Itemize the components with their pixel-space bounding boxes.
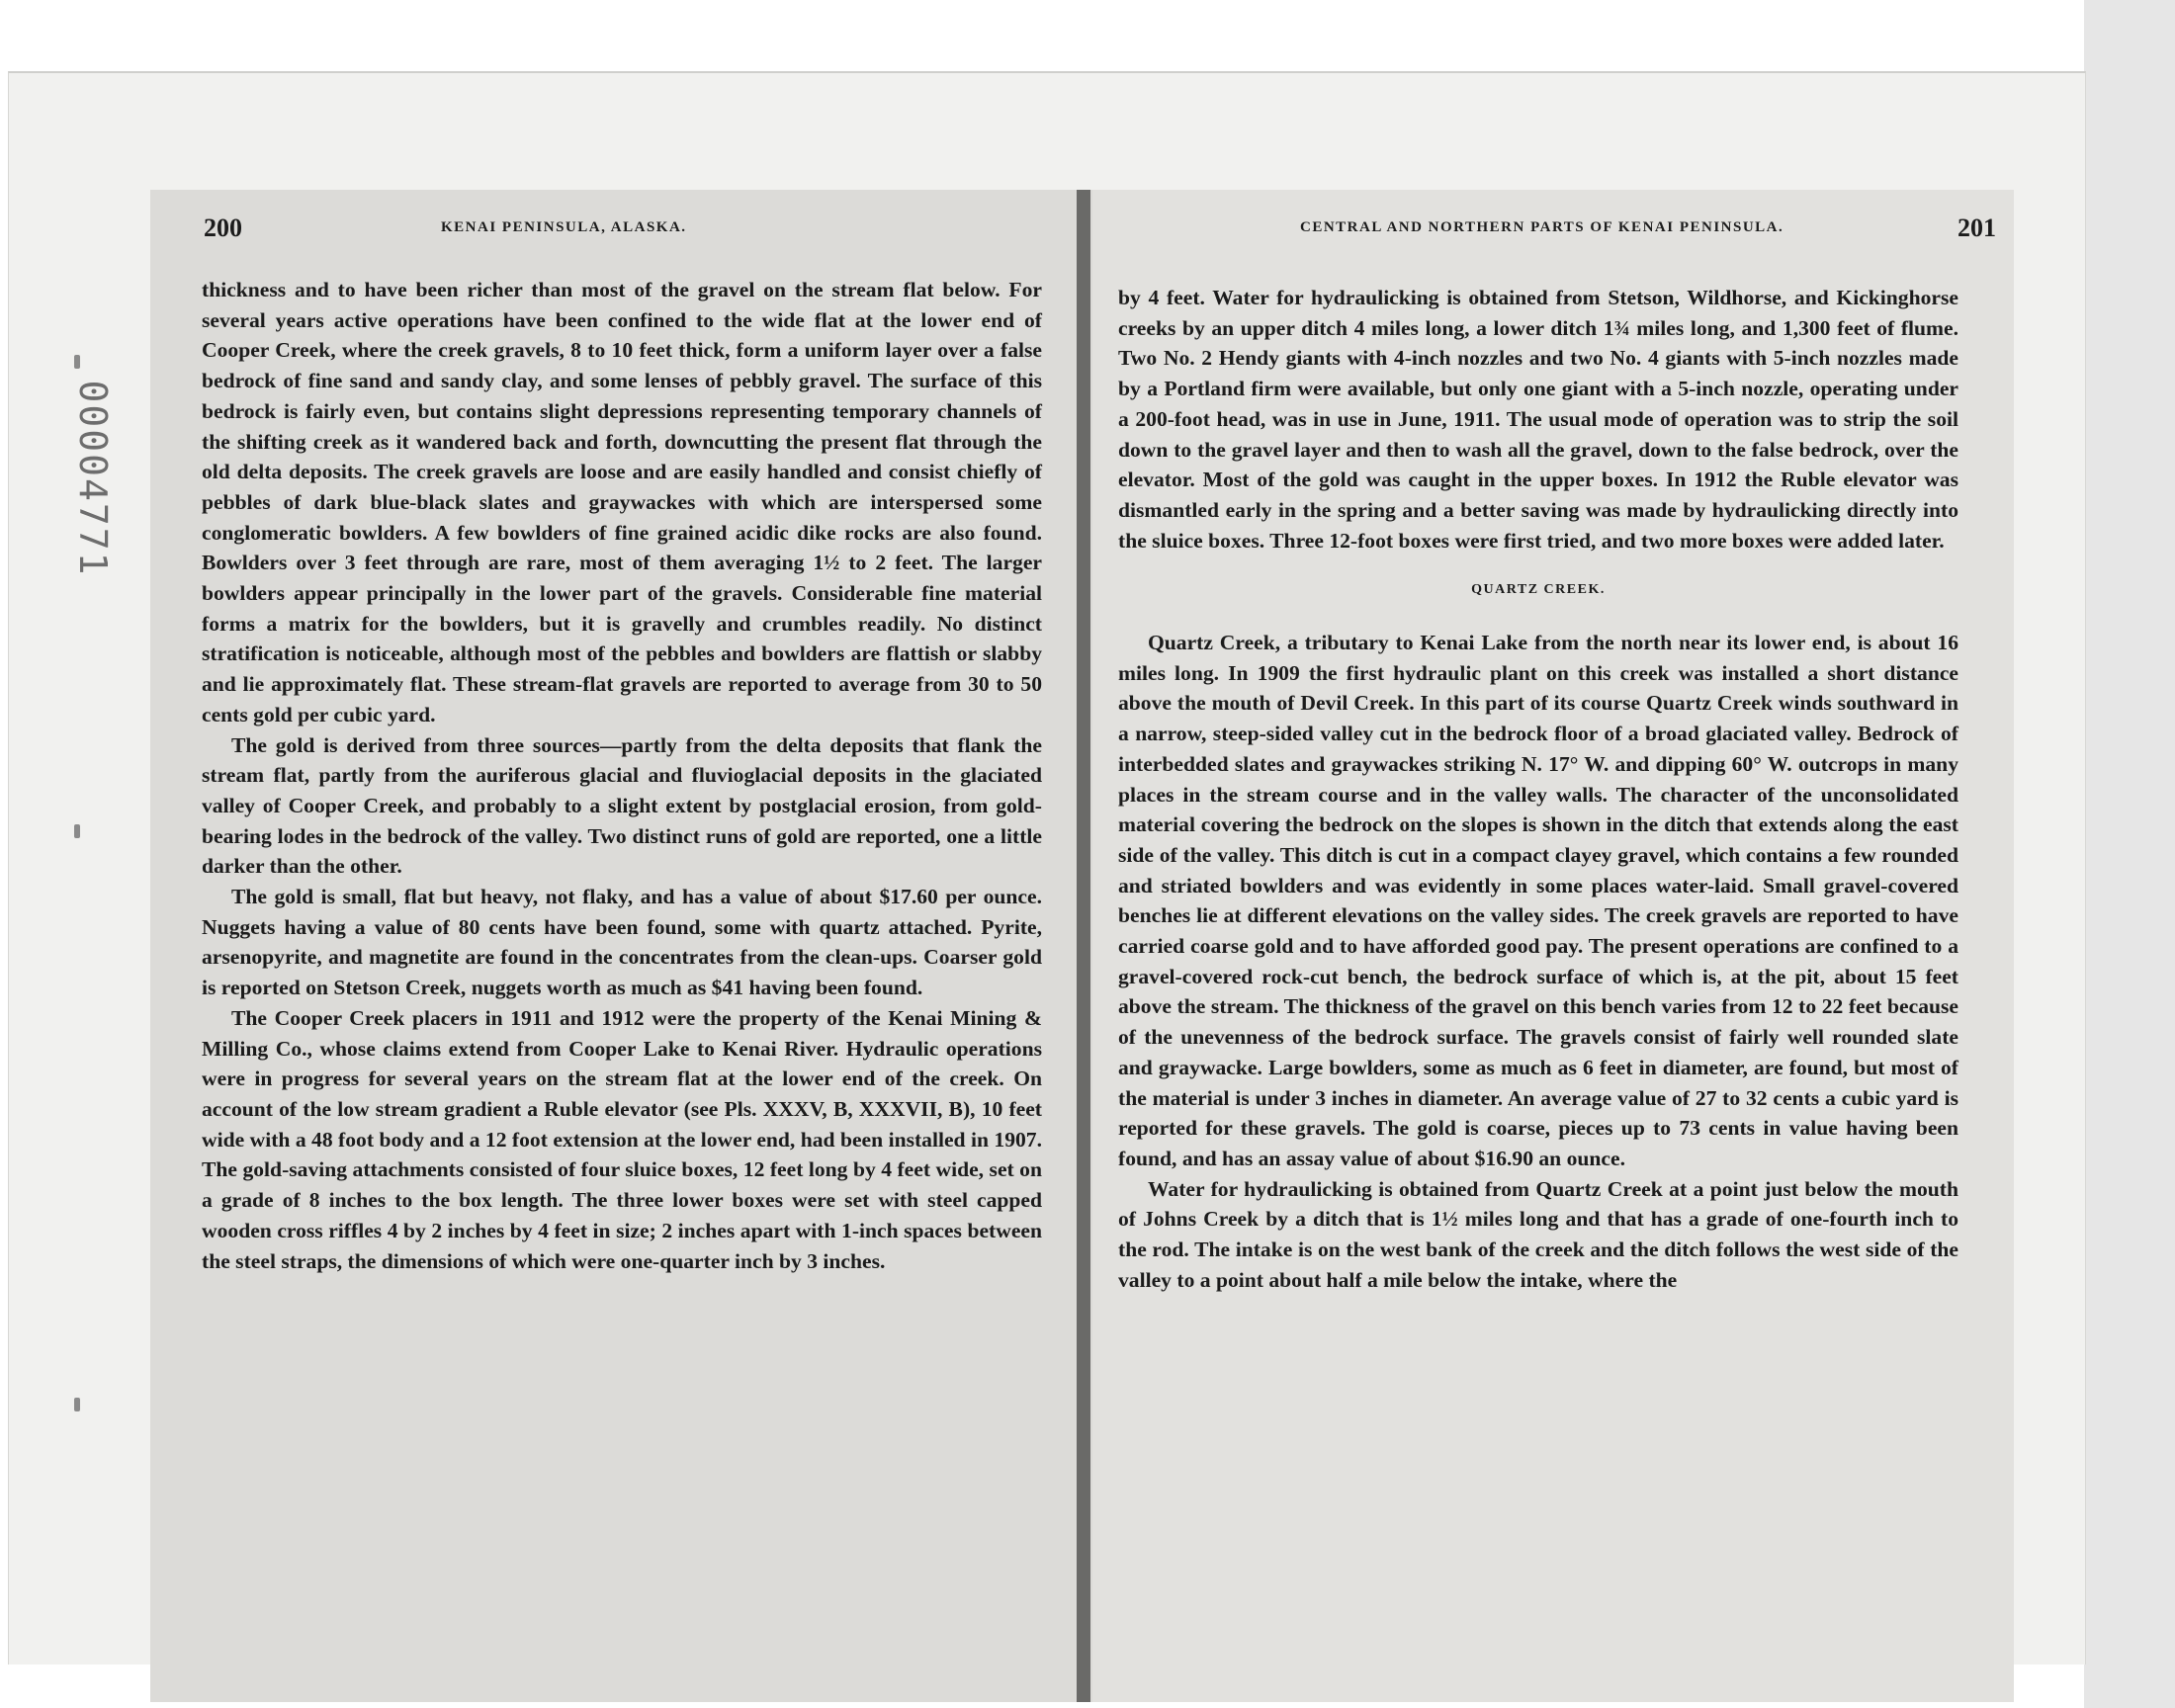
left-body-text — [202, 275, 1042, 1276]
paragraph: Water for hydraulicking is obtained from Quartz Creek at a point just below the mouth of Johns Creek by a ditch that is 1½ miles long and that has a grade of one-fourth inch to the rod. The intake is on the west bank of the creek and the ditch follows the west side of the valley to a point about half a mile below the intake, where the — [1118, 1176, 1958, 1292]
archive-stamp-text: 00004771 — [71, 380, 115, 577]
paragraph: Quartz Creek, a tributary to Kenai Lake from the north near its lower end, is about 16 miles long. In 1909 the first hydraulic plant on this creek was installed a short distance above the mouth of Devil Creek. In this part of its course Quartz Creek winds southward in a narrow, steep-sided valley cut in the bedrock floor of a broad glaciated valley. Bedrock of interbedded slates and graywackes striking N. 17° W. and dipping 60° W. outcrops in many places in the stream course and in the valley walls. The character of the unconsolidated material covering the bedrock on the slopes is shown in the ditch that extends along the east side of the valley. This ditch is cut in a compact clayey gravel, which contains a few rounded and striated bowlders and was evidently in some places water-laid. Small gravel-covered benches lie at different elevations on the valley sides. The creek gravels are reported to have carried coarse gold and to have afforded good pay. The present operations are confined to a gravel-covered rock-cut bench, the bedrock surface of which is, at the pit, about 15 feet above the stream. The thickness of the gravel on this bench varies from 12 to 22 feet because of the unevenness of the bedrock surface. The gravels consist of fairly well rounded slate and graywacke. Large bowlders, some as much as 6 feet in diameter, are found, but most of the material is under 3 inches in diameter. An average value of 27 to 32 cents a cubic yard is reported for these gravels. The gold is coarse, pieces up to 73 cents in value having been found, and has an assay value of about $16.90 an ounce. — [1118, 631, 1958, 1170]
right-page — [1092, 190, 2014, 1702]
right-running-title: CENTRAL AND NORTHERN PARTS OF KENAI PENINSULA. — [1300, 219, 1784, 235]
right-page-number: 201 — [1958, 214, 1996, 242]
paragraph: The gold is derived from three sources—partly from the delta deposits that flank the stream flat, partly from the auriferous glacial and fluvioglacial deposits in the glaciated valley of Cooper Creek, and probably to a slight extent by postglacial erosion, from gold-bearing lodes in the bedrock of the valley. Two distinct runs of gold are reported, one a little darker than the other. — [202, 732, 1042, 879]
right-running-head — [1300, 214, 1996, 243]
paragraph: The gold is small, flat but heavy, not flaky, and has a value of about $17.60 per ounce. Nuggets having a value of 80 cents have been found, some with quartz attached. Pyrite, arsenopyrite, and magnetite are found in the concentrates from the clean-ups. Coarser gold is reported on Stetson Creek, nuggets worth as much as $41 having been found. — [202, 885, 1042, 1000]
scanner-edge — [2084, 0, 2175, 1708]
paragraph: The Cooper Creek placers in 1911 and 1912 were the property of the Kenai Mining & Milling Co., whose claims extend from Cooper Lake to Kenai River. Hydraulic operations were in progress for several years on the stream flat at the lower end of the creek. On account of the low stream gradient a Ruble elevator (see Pls. XXXV, B, XXXVII, B), 10 feet wide with a 48 foot body and a 12 foot extension at the lower end, had been installed in 1907. The gold-saving attachments consisted of four sluice boxes, 12 feet long by 4 feet wide, set on a grade of 8 inches to the box length. The three lower boxes were set with steel capped wooden cross riffles 4 by 2 inches by 4 feet in size; 2 inches apart with 1-inch spaces between the steel straps, the dimensions of which were one-quarter inch by 3 inches. — [202, 1005, 1042, 1273]
book-gutter — [1077, 190, 1090, 1702]
binding-hole-mark — [74, 355, 80, 369]
left-running-title: KENAI PENINSULA, ALASKA. — [441, 219, 687, 235]
right-body-text — [1118, 283, 1958, 1296]
left-running-head — [204, 214, 1071, 243]
binding-hole-mark — [74, 1398, 80, 1411]
left-page-number: 200 — [204, 214, 242, 242]
binding-hole-mark — [74, 824, 80, 838]
left-page — [150, 190, 1104, 1702]
paragraph: by 4 feet. Water for hydraulicking is obtained from Stetson, Wildhorse, and Kickinghorse creeks by an upper ditch 4 miles long, a lower ditch 1¾ miles long, and 1,300 feet of flume. Two No. 2 Hendy giants with 4-inch nozzles and two No. 4 giants with 5-inch nozzles made by a Portland firm were available, but only one giant with a 5-inch nozzle, operating under a 200-foot head, was in use in June, 1911. The usual mode of operation was to strip the soil down to the gravel layer and then to wash all the gravel, down to the false bedrock, over the elevator. Most of the gold was caught in the upper boxes. In 1912 the Ruble elevator was dismantled early in the spring and a better saving was made by hydraulicking directly into the sluice boxes. Three 12-foot boxes were first tried, and two more boxes were added later. — [1118, 286, 1958, 553]
scanned-sheet — [8, 71, 2086, 1665]
archive-stamp-number — [68, 350, 118, 607]
paragraph: thickness and to have been richer than most of the gravel on the stream flat below. For several years active operations have been confined to the wide flat at the lower end of Cooper Creek, where the creek gravels, 8 to 10 feet thick, form a uniform layer over a false bedrock of fine sand and sandy clay, and some lenses of pebbly gravel. The surface of this bedrock is fairly even, but contains slight depressions representing temporary channels of the shifting creek as it wandered back and forth, downcutting the present flat through the old delta deposits. The creek gravels are loose and are easily handled and consist chiefly of pebbles of dark blue-black slates and graywackes with which are interspersed some conglomeratic bowlders. A few bowlders of fine grained acidic dike rocks are also found. Bowlders over 3 feet through are rare, most of them averaging 1½ to 2 feet. The larger bowlders appear principally in the lower part of the gravels. Considerable fine material forms a matrix for the bowlders, but it is gravelly and crumbles readily. No distinct stratification is noticeable, although most of the pebbles and bowlders are flattish or slabby and lie approximately flat. These stream-flat gravels are reported to average from 30 to 50 cents gold per cubic yard. — [202, 278, 1042, 726]
section-heading: QUARTZ CREEK. — [1471, 582, 1606, 598]
